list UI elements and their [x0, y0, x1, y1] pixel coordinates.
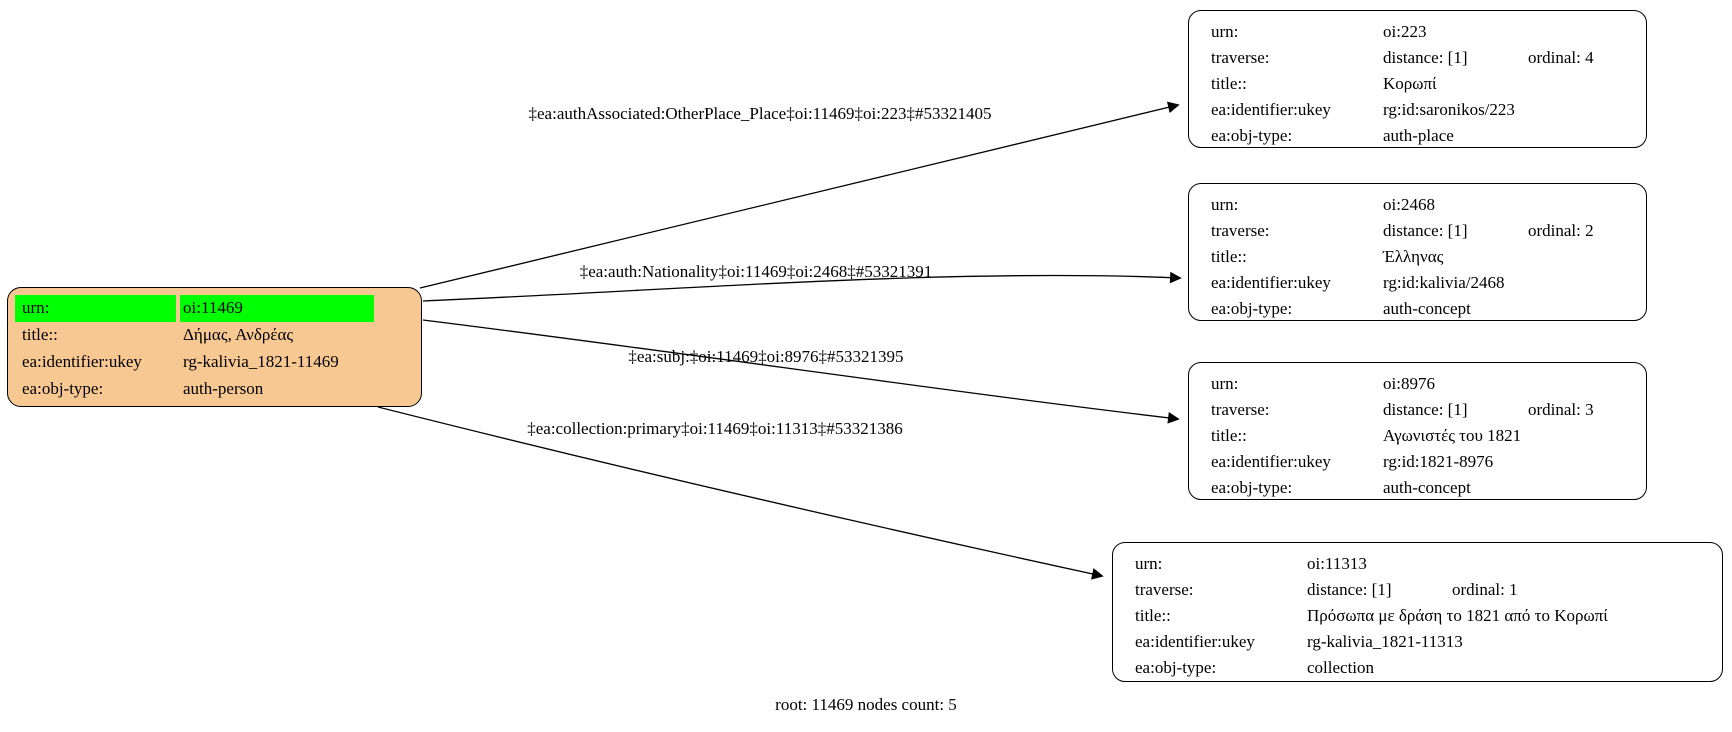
root-row-objtype — [8, 376, 421, 403]
row-value: oi:11469 — [180, 295, 374, 322]
row-key: traverse: — [1211, 400, 1270, 419]
row-value — [1383, 397, 1646, 423]
node-row-urn — [1189, 371, 1646, 397]
row-key: ea:obj-type: — [1211, 299, 1293, 318]
row-value — [1307, 577, 1722, 603]
graph-node-oi-11313[interactable] — [1112, 542, 1723, 682]
row-key: ea:obj-type: — [1135, 658, 1217, 677]
node-row-objtype — [1189, 475, 1646, 501]
ordinal-value: ordinal: 3 — [1528, 400, 1594, 419]
node-row-identifier — [1189, 270, 1646, 296]
row-value: oi:11313 — [1307, 554, 1367, 573]
distance-value: distance: [1] — [1383, 400, 1468, 419]
node-row-title — [1189, 71, 1646, 97]
row-key: urn: — [1211, 22, 1239, 41]
node-row-traverse — [1113, 577, 1722, 603]
node-row-identifier — [1189, 449, 1646, 475]
ordinal-value: ordinal: 1 — [1452, 580, 1518, 599]
ordinal-value: ordinal: 2 — [1528, 221, 1594, 240]
row-value: auth-place — [1383, 126, 1454, 145]
row-value — [1383, 45, 1646, 71]
row-value: auth-concept — [1383, 478, 1471, 497]
node-row-title — [1189, 244, 1646, 270]
graph-node-oi-223[interactable] — [1188, 10, 1647, 148]
row-key: ea:obj-type: — [1211, 126, 1293, 145]
row-key: traverse: — [1135, 580, 1194, 599]
row-key: traverse: — [1211, 221, 1270, 240]
row-key: title:: — [1135, 606, 1171, 625]
row-value: rg-kalivia_1821-11469 — [183, 352, 339, 371]
row-value: oi:2468 — [1383, 195, 1435, 214]
row-key: urn: — [1211, 195, 1239, 214]
row-value: rg:id:kalivia/2468 — [1383, 273, 1505, 292]
node-row-objtype — [1113, 655, 1722, 681]
row-value: oi:8976 — [1383, 374, 1435, 393]
row-value: Αγωνιστές του 1821 — [1383, 426, 1522, 445]
node-row-traverse — [1189, 218, 1646, 244]
edge-label-subj: ‡ea:subj:‡oi:11469‡oi:8976‡#53321395 — [628, 347, 904, 366]
row-key: ea:identifier:ukey — [22, 352, 142, 371]
node-row-traverse — [1189, 45, 1646, 71]
edge-subj — [423, 320, 1178, 419]
node-row-traverse — [1189, 397, 1646, 423]
node-row-objtype — [1189, 296, 1646, 322]
node-row-identifier — [1113, 629, 1722, 655]
graph-node-oi-8976[interactable] — [1188, 362, 1647, 500]
row-key: traverse: — [1211, 48, 1270, 67]
row-value: rg:id:saronikos/223 — [1383, 100, 1515, 119]
row-key: urn: — [1135, 554, 1163, 573]
root-row-title — [8, 322, 421, 349]
edge-label-authAssociated: ‡ea:authAssociated:OtherPlace_Place‡oi:11469‡oi:223‡#53321405 — [528, 104, 992, 123]
distance-value: distance: [1] — [1383, 48, 1468, 67]
edge-label-collection: ‡ea:collection:primary‡oi:11469‡oi:11313‡#53321386 — [527, 419, 903, 438]
root-row-urn — [8, 295, 421, 322]
row-key: title:: — [1211, 74, 1247, 93]
row-value: Δήμας, Ανδρέας — [183, 325, 294, 344]
row-value — [1383, 218, 1646, 244]
row-value: rg:id:1821-8976 — [1383, 452, 1494, 471]
row-key: urn: — [1211, 374, 1239, 393]
node-row-urn — [1113, 551, 1722, 577]
row-key: title:: — [1211, 247, 1247, 266]
row-key: ea:obj-type: — [22, 379, 104, 398]
node-row-title — [1189, 423, 1646, 449]
node-row-objtype — [1189, 123, 1646, 149]
ordinal-value: ordinal: 4 — [1528, 48, 1594, 67]
node-row-identifier — [1189, 97, 1646, 123]
row-key: ea:identifier:ukey — [1211, 273, 1331, 292]
row-value: rg-kalivia_1821-11313 — [1307, 632, 1463, 651]
row-key: ea:obj-type: — [1211, 478, 1293, 497]
row-key: ea:identifier:ukey — [1211, 100, 1331, 119]
row-value: auth-concept — [1383, 299, 1471, 318]
row-value: Έλληνας — [1383, 247, 1444, 266]
row-value: oi:223 — [1383, 22, 1427, 41]
edge-label-nationality: ‡ea:auth:Nationality‡oi:11469‡oi:2468‡#53321391 — [579, 262, 933, 281]
row-key: title:: — [22, 325, 58, 344]
edge-authAssociated — [420, 105, 1178, 288]
node-row-urn — [1189, 192, 1646, 218]
distance-value: distance: [1] — [1307, 580, 1392, 599]
row-value: Πρόσωπα με δράση το 1821 από το Κορωπί — [1307, 606, 1608, 625]
row-key: title:: — [1211, 426, 1247, 445]
node-row-title — [1113, 603, 1722, 629]
row-value: collection — [1307, 658, 1375, 677]
row-key: ea:identifier:ukey — [1135, 632, 1255, 651]
row-value: Κορωπί — [1383, 74, 1437, 93]
graph-footer: root: 11469 nodes count: 5 — [775, 695, 957, 714]
row-key: urn: — [15, 295, 176, 322]
row-key: ea:identifier:ukey — [1211, 452, 1331, 471]
distance-value: distance: [1] — [1383, 221, 1468, 240]
graph-node-oi-2468[interactable] — [1188, 183, 1647, 321]
node-row-urn — [1189, 19, 1646, 45]
row-value: auth-person — [183, 379, 264, 398]
